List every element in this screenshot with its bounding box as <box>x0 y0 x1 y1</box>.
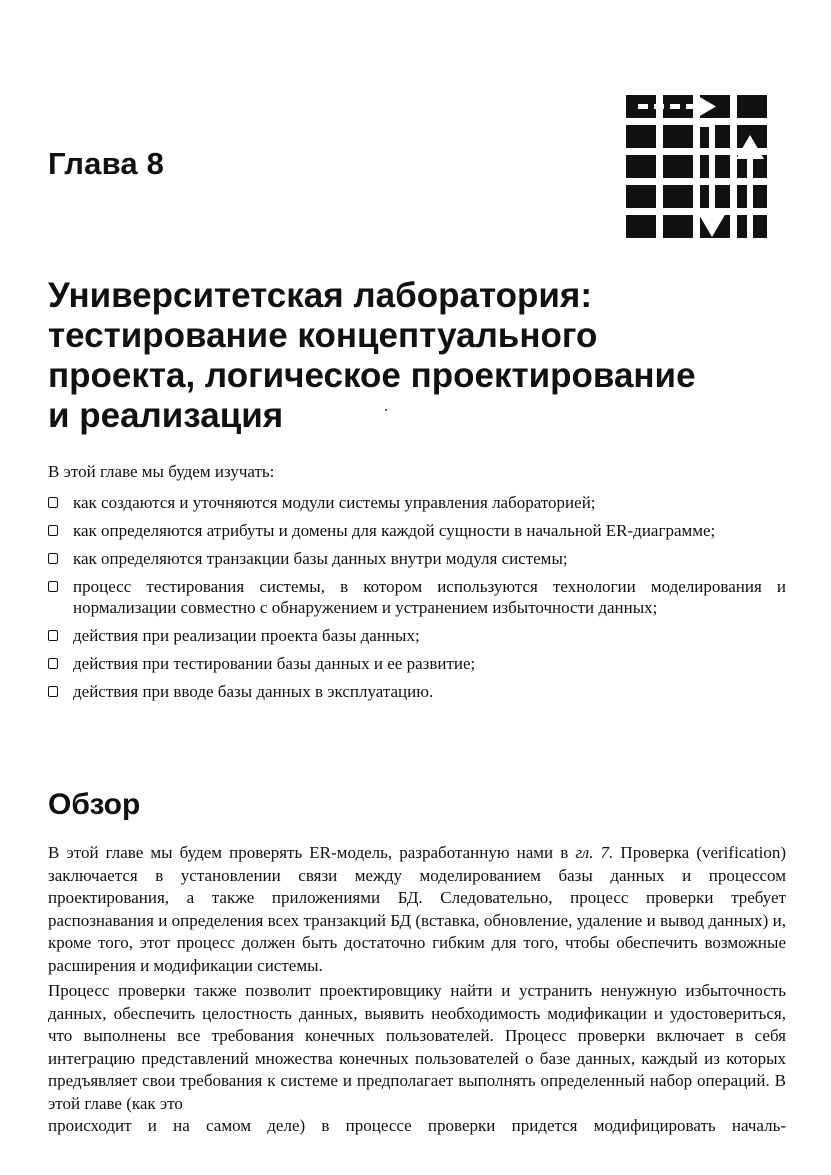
chapter-title-line: проекта, логическое проектирование <box>48 356 696 395</box>
list-item-text: как создаются и уточняются модули системы управления лабораторией; <box>73 493 596 512</box>
list-item <box>48 548 786 569</box>
goals-list <box>48 492 786 709</box>
checkbox-bullet-icon <box>48 630 58 641</box>
checkbox-bullet-icon <box>48 497 58 508</box>
list-item <box>48 492 786 513</box>
list-item-text: как определяются транзакции базы данных внутри модуля системы; <box>73 549 568 568</box>
checkbox-bullet-icon <box>48 581 58 592</box>
list-item-text: действия при вводе базы данных в эксплуатацию. <box>73 682 434 701</box>
chapter-label: Глава 8 <box>48 146 165 181</box>
checkbox-bullet-icon <box>48 553 58 564</box>
list-item-text: действия при тестировании базы данных и ее развитие; <box>73 654 476 673</box>
chapter-title <box>48 276 788 436</box>
checkbox-bullet-icon <box>48 525 58 536</box>
list-item-text: процесс тестирования системы, в котором используются технологии моделирования и нормализации совместно с обнаружением и устранением избыточности данных; <box>73 577 786 617</box>
section-heading-overview: Обзор <box>48 788 141 821</box>
chapter-title-line: тестирование концептуального <box>48 316 598 355</box>
list-item <box>48 653 786 674</box>
list-item <box>48 625 786 646</box>
checkbox-bullet-icon <box>48 658 58 669</box>
intro-text: В этой главе мы будем изучать: <box>48 462 275 481</box>
grid-arrows-icon <box>626 95 774 240</box>
chapter-reference: гл. 7. <box>575 843 614 862</box>
list-item <box>48 681 786 702</box>
list-item <box>48 520 786 541</box>
paragraph-text: В этой главе мы будем проверять ER-модель, разработанную нами в <box>48 843 576 862</box>
list-item-text: действия при реализации проекта базы данных; <box>73 626 420 645</box>
paragraph <box>48 980 786 1138</box>
checkbox-bullet-icon <box>48 686 58 697</box>
stray-dot <box>385 409 387 411</box>
list-item <box>48 576 786 618</box>
paragraph-text: Проверка (verification) заключается в установлении связи между моделированием базы данных и процессом проектирования, а также приложениями БД. Следовательно, процесс проверки требует распознавания и определения всех транзакций БД (вставка, обновление, удаление и вывод данных) и, кроме того, этот процесс должен быть достаточно гибким для того, чтобы обеспечить возможные расширения и модификации системы. <box>48 843 786 975</box>
paragraph-last-line: происходит и на самом деле) в процессе проверки придется модифицировать началь- <box>48 1116 786 1135</box>
paragraph-text: Процесс проверки также позволит проектировщику найти и устранить ненужную избыточность данных, обеспечить целостность данных, выявить необходимость модификации и удостовериться, что выполнены все требования конечных пользователей. Процесс проверки включает в себя интеграцию представлений множества конечных пользователей о базе данных, каждый из которых предъявляет свои требования к системе и предполагает выполнять определенный набор операций. В этой главе (как это <box>48 981 786 1113</box>
list-item-text: как определяются атрибуты и домены для каждой сущности в начальной ER-диаграмме; <box>73 521 716 540</box>
chapter-title-line: Университетская лаборатория: <box>48 276 592 315</box>
paragraph <box>48 842 786 977</box>
chapter-title-line: и реализация <box>48 396 284 435</box>
